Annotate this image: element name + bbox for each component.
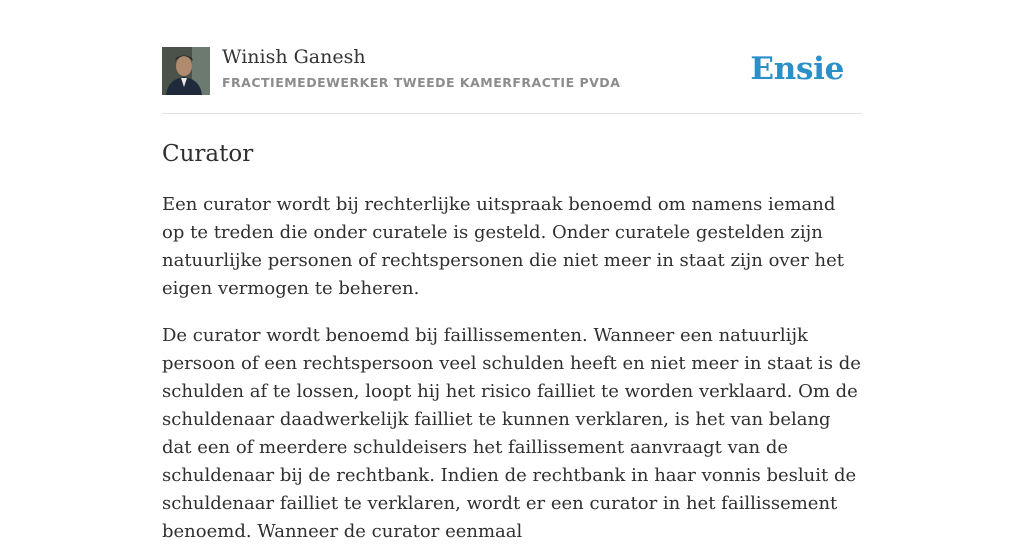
avatar[interactable] — [162, 47, 210, 95]
author-header — [162, 0, 862, 114]
author-name[interactable]: Winish Ganesh — [222, 46, 366, 68]
page-title: Curator — [162, 141, 254, 167]
avatar-photo-icon — [162, 47, 210, 95]
ensie-logo[interactable]: Ensie — [750, 51, 844, 87]
article-container — [162, 0, 862, 546]
author-role: FRACTIEMEDEWERKER TWEEDE KAMERFRACTIE PVDA — [222, 75, 621, 90]
article-paragraph-1: Een curator wordt bij rechterlijke uitspraak benoemd om namens iemand op te treden die onder curatele is gesteld. Onder curatele gestelden zijn natuurlijke personen of rechtspersonen die niet meer in staat zijn over het eigen vermogen te beheren. — [162, 194, 845, 299]
article-paragraph-2: De curator wordt benoemd bij faillissementen. Wanneer een natuurlijk persoon of een rechtspersoon veel schulden heeft en niet meer in staat is de schulden af te lossen, loopt hij het risico failliet te worden verklaard. Om de schuldenaar daadwerkelijk failliet te kunnen verklaren, is het van belang dat een of meerdere schuldeisers het faillissement aanvraagt van de schuldenaar bij de rechtbank. Indien de rechtbank in haar vonnis besluit de schuldenaar failliet te verklaren, wordt er een curator in het faillissement benoemd. Wanneer de curator eenmaal — [162, 325, 861, 542]
